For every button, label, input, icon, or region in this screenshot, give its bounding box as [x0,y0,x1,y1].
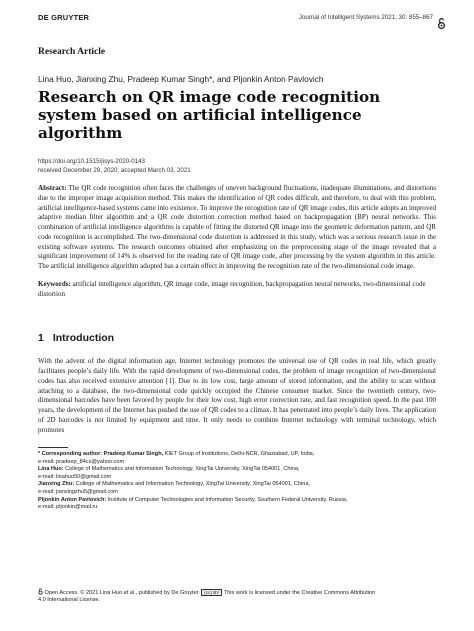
footnote-line: e-mail: linahuo50@gmail.com [38,473,112,480]
keywords [38,280,436,300]
footnote-line: e-mail: jianxingzhu5@gmail.com [38,488,118,495]
author-list: Lina Huo, Jianxing Zhu, Pradeep Kumar Singh*, and Pljonkin Anton Pavlovich [38,74,324,84]
abstract-label: Abstract: [38,184,67,192]
license-footer [38,588,436,605]
paper-title: Research on QR image code recognition system based on artificial intelligence algorithm [38,88,381,142]
footnote-line: e-mail: pradeep_84cs@yahoo.com [38,458,125,465]
footnote-line: e-mail: pljonkin@mail.ru [38,504,98,511]
section-heading [38,332,436,344]
article-meta [38,157,436,175]
section-number: 1 [38,332,44,345]
abstract [38,184,436,272]
journal-info [299,13,436,30]
publisher-name: DE GRUYTER [38,13,90,22]
keywords-label: Keywords: [38,279,71,288]
footer-license-line2: 4.0 International License. [38,597,100,604]
article-type: Research Article [38,47,106,57]
abstract-text: The QR code recognition often faces the challenges of uneven background fluctuations, inadequate illuminations, and distortions due to the improper image acquisition method. This makes the identification of QR codes difficult, and therefore, to deal with this problem, artificial intelligence-based systems came into existence. To improve the recognition rate of QR image codes, this article adopts an improved adaptive median filter algorithm and a QR code distortion correction method based on backpropagation (BP) neural networks. This combination of artificial intelligence algorithms is capable of fitting the distorted QR image into the geometric deformation pattern, and QR code recognition is accomplished. The two-dimensional code distortion is addressed in this study, which was a serious research issue in the existing software systems. The research outcomes obtained after emphasizing on the preprocessing stage of the image revealed that a significant improvement of 14% is observed for the reading rate of QR image code, after processing by the system algorithm in this article. The artificial intelligence algorithm adopted has a certain effect in improving the recognition rate of the two-dimensional code image. [38,184,436,270]
footer-publisher: , published by De Gruyter. [135,590,200,596]
section-body: With the advent of the digital information age, Internet technology promotes the universal use of QR codes in real life, which greatly facilitates people’s daily life. With the rapid development of two-dimensional codes, the problem of image recognition of two-dimensional codes has also received extensive attention [1]. Due to its low cost, large amount of stored information, and the ability to scan without attaching to a database, the two-dimensional code quickly occupied the Chinese consumer market. Since the twentieth century, two-dimensional barcodes have been favored by people for their low cost, high error correction rate, and fast recognition speed. In the past 100 years, the development of the Internet has pushed the use of QR codes to a climax. It has penetrated into people’s daily lives. The application of 2D barcodes is not limited by equipment and time. It only needs to combine Internet technology with terminal technology, which promotes [38,357,436,434]
page-header [38,0,436,31]
received-accepted-dates: received December 29, 2020; accepted March 03, 2021 [38,167,191,174]
open-access-icon [38,588,43,595]
footnote-line: Pljonkin Anton Pavlovich: Institute of Computer Technologies and Information Security, Southern Federal University, Russia, [38,496,348,503]
footer-etal: et al. [123,590,136,596]
open-access-icon [437,17,446,30]
footer-license-text: This work is licensed under the Creative Commons Attribution [223,590,376,596]
footnote-divider [38,447,68,448]
footer-copyright: Open Access. © 2021 Lina Huo [44,590,123,596]
footnote-line: Lina Huo: College of Mathematics and Information Technology, XingTai University, XingTai 054001, China, [38,466,300,473]
section-title: Introduction [52,332,115,345]
journal-citation: Journal of Intelligent Systems 2021; 30: 855–867 [298,14,433,21]
footnote-line: * Corresponding author: Pradeep Kumar Singh, KIET Group of Institutions, Delhi-NCR, Ghaziabad, UP, India, [38,451,315,458]
keywords-text: artificial intelligence algorithm, QR image code, image recognition, backpropagation neural networks, two-dimensional code distortion [38,279,426,298]
footnote-line: Jianxing Zhu: College of Mathematics and Information Technology, XingTai University, XingTai 054001, China, [38,481,310,488]
footnotes [38,451,436,511]
cc-by-badge[interactable]: (cc) BY [201,589,222,597]
doi-link[interactable]: https://doi.org/10.1515/jisys-2020-0143 [38,158,145,165]
